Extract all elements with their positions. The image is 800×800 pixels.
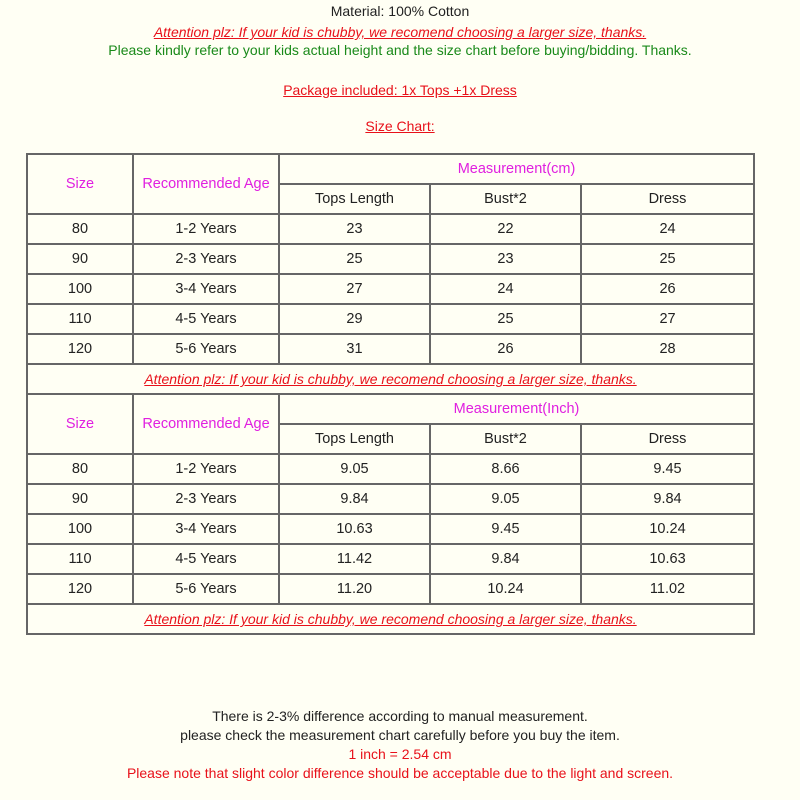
footer-color-note: Please note that slight color difference should be acceptable due to the light and screen. [126, 765, 674, 781]
dress-cell: 9.45 [581, 454, 754, 484]
table-row [27, 454, 754, 484]
bust-cell: 24 [430, 274, 581, 304]
dress-header-cm: Dress [581, 184, 754, 214]
attention-note-middle: Attention plz: If your kid is chubby, we recomend choosing a larger size, thanks. [27, 364, 754, 394]
size-cell: 80 [27, 454, 133, 484]
package-included: Package included: 1x Tops +1x Dress [283, 82, 517, 98]
dress-cell: 28 [581, 334, 754, 364]
table-row [27, 334, 754, 364]
tops-length-cell: 10.63 [279, 514, 430, 544]
tops-length-cell: 9.05 [279, 454, 430, 484]
size-cell: 100 [27, 514, 133, 544]
bust-cell: 25 [430, 304, 581, 334]
bust-header-cm: Bust*2 [430, 184, 581, 214]
size-header-inch: Size [27, 394, 133, 454]
size-header-cm: Size [27, 154, 133, 214]
age-header-cm: Recommended Age [133, 154, 279, 214]
bust-cell: 26 [430, 334, 581, 364]
size-cell: 110 [27, 544, 133, 574]
tops-length-header-cm: Tops Length [279, 184, 430, 214]
age-cell: 4-5 Years [133, 544, 279, 574]
size-cell: 110 [27, 304, 133, 334]
measurement-cm-header: Measurement(cm) [279, 154, 754, 184]
tops-length-cell: 27 [279, 274, 430, 304]
material-text: Material: 100% Cotton [330, 3, 470, 19]
bust-cell: 9.84 [430, 544, 581, 574]
tops-length-cell: 9.84 [279, 484, 430, 514]
age-header-inch: Recommended Age [133, 394, 279, 454]
size-chart-table [26, 153, 755, 635]
size-cell: 100 [27, 274, 133, 304]
footer-difference-note: There is 2-3% difference according to manual measurement. [212, 708, 588, 724]
measurement-inch-header: Measurement(Inch) [279, 394, 754, 424]
bust-cell: 9.05 [430, 484, 581, 514]
table-row [27, 574, 754, 604]
bust-cell: 23 [430, 244, 581, 274]
attention-note-bottom: Attention plz: If your kid is chubby, we recomend choosing a larger size, thanks. [27, 604, 754, 634]
age-cell: 5-6 Years [133, 334, 279, 364]
table-row [27, 304, 754, 334]
age-cell: 1-2 Years [133, 214, 279, 244]
dress-cell: 24 [581, 214, 754, 244]
age-cell: 3-4 Years [133, 514, 279, 544]
table-row [27, 544, 754, 574]
size-cell: 90 [27, 484, 133, 514]
bust-header-inch: Bust*2 [430, 424, 581, 454]
dress-cell: 9.84 [581, 484, 754, 514]
table-row [27, 484, 754, 514]
age-cell: 5-6 Years [133, 574, 279, 604]
dress-cell: 27 [581, 304, 754, 334]
size-cell: 120 [27, 574, 133, 604]
tops-length-cell: 11.42 [279, 544, 430, 574]
size-chart-label: Size Chart: [365, 118, 435, 134]
age-cell: 3-4 Years [133, 274, 279, 304]
bust-cell: 10.24 [430, 574, 581, 604]
refer-note: Please kindly refer to your kids actual height and the size chart before buying/bidding. Thanks. [108, 42, 692, 58]
footer-check-note: please check the measurement chart carefully before you buy the item. [180, 727, 620, 743]
age-cell: 2-3 Years [133, 484, 279, 514]
bust-cell: 22 [430, 214, 581, 244]
dress-cell: 25 [581, 244, 754, 274]
age-cell: 2-3 Years [133, 244, 279, 274]
bust-cell: 9.45 [430, 514, 581, 544]
tops-length-cell: 29 [279, 304, 430, 334]
tops-length-cell: 31 [279, 334, 430, 364]
tops-length-cell: 25 [279, 244, 430, 274]
table-row [27, 214, 754, 244]
size-cell: 90 [27, 244, 133, 274]
table-row [27, 514, 754, 544]
age-cell: 4-5 Years [133, 304, 279, 334]
dress-cell: 26 [581, 274, 754, 304]
footer-conversion-note: 1 inch = 2.54 cm [348, 746, 452, 762]
dress-cell: 10.63 [581, 544, 754, 574]
tops-length-header-inch: Tops Length [279, 424, 430, 454]
table-row [27, 244, 754, 274]
dress-cell: 11.02 [581, 574, 754, 604]
tops-length-cell: 23 [279, 214, 430, 244]
dress-header-inch: Dress [581, 424, 754, 454]
size-cell: 80 [27, 214, 133, 244]
bust-cell: 8.66 [430, 454, 581, 484]
attention-note-top: Attention plz: If your kid is chubby, we recomend choosing a larger size, thanks. [153, 24, 647, 40]
table-row [27, 274, 754, 304]
tops-length-cell: 11.20 [279, 574, 430, 604]
dress-cell: 10.24 [581, 514, 754, 544]
size-cell: 120 [27, 334, 133, 364]
age-cell: 1-2 Years [133, 454, 279, 484]
